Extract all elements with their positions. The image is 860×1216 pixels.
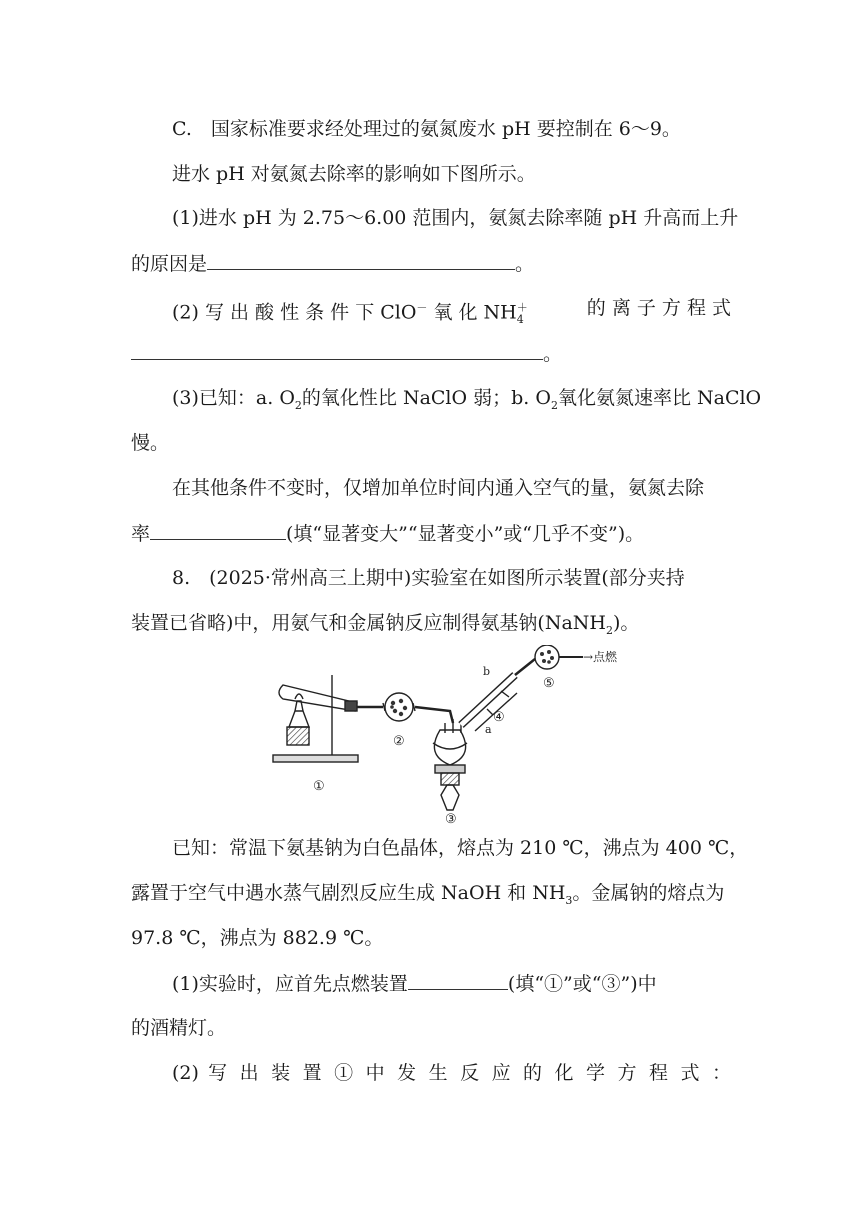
- label-1: ①: [313, 779, 325, 794]
- answer-blank-4[interactable]: [408, 971, 508, 990]
- charge-plus: ＋: [516, 301, 528, 314]
- label-3: ③: [445, 812, 457, 825]
- stopper: [345, 701, 357, 711]
- question-1-text: 的原因是: [131, 253, 208, 275]
- subscript-three: 3: [565, 893, 573, 907]
- question-1-line1: (1)进水 pH 为 2.75～6.00 范围内，氨氮去除率随 pH 升高而上升: [172, 207, 739, 229]
- question-2-line1: [172, 296, 731, 332]
- problem-8-line2: 装置已省略)中，用氨气和金属钠反应制得氨基钠(NaNH$_2$)。: [131, 612, 640, 637]
- period: 。: [543, 343, 563, 365]
- subscript-two: 2: [294, 398, 302, 412]
- answer-blank-3[interactable]: [150, 521, 286, 540]
- question-1-line2: [131, 251, 534, 276]
- answer-1-line1: (1)实验时，应首先点燃装置 (填“①”或“③”)中: [172, 973, 657, 995]
- flame-1: [295, 694, 303, 699]
- label-4: ④: [493, 710, 505, 725]
- question-3-line2: 慢。: [131, 432, 170, 454]
- question-3-line3: 在其他条件不变时，仅增加单位时间内通入空气的量，氨氮去除: [172, 477, 705, 499]
- answer-2-line1: (2) 写 出 装 置 ① 中 发 生 反 应 的 化 学 方 程 式 ：: [172, 1062, 731, 1084]
- lamp-3: [441, 785, 459, 810]
- apparatus-diagram: [265, 645, 645, 825]
- known-line2: 露置于空气中遇水蒸气剧烈反应生成 NaOH 和 $NH_3$。金属钠的熔点为: [131, 882, 725, 907]
- answer-1-line2: 的酒精灯。: [131, 1017, 227, 1039]
- charge-minus: －: [416, 301, 428, 314]
- label-5: ⑤: [543, 676, 555, 691]
- option-c: C. 国家标准要求经处理过的氨氮废水 pH 要控制在 6～9。: [172, 118, 681, 140]
- question-2-text-post: 的 离 子 方 程 式: [586, 297, 731, 319]
- period: 。: [515, 253, 535, 275]
- label-2: ②: [393, 734, 405, 749]
- subscript-two: 2: [605, 623, 613, 637]
- lamp-1: [289, 711, 309, 727]
- question-3-line1: (3)已知：a. $O_2$的氧化性比 NaClO 弱；b. $O_2$氧化氨氮速率比 NaClO: [172, 387, 762, 412]
- subscript-four: 4: [516, 313, 524, 327]
- problem-8-line1: 8. (2025·常州高三上期中)实验室在如图所示装置(部分夹持: [172, 567, 685, 589]
- answer-blank-2[interactable]: [131, 341, 543, 360]
- drying-tube-5: [535, 645, 559, 669]
- label-ignite: →点燃: [583, 650, 618, 664]
- paragraph-intro: 进水 pH 对氨氮去除率的影响如下图所示。: [172, 163, 536, 185]
- three-neck-flask: [434, 730, 465, 765]
- question-2-line2: [131, 341, 562, 366]
- stand-base: [273, 755, 358, 762]
- drying-tube-2: [385, 693, 413, 721]
- known-line1: 已知：常温下氨基钠为白色晶体，熔点为 210 ℃，沸点为 400 ℃，: [172, 837, 749, 859]
- answer-blank-1[interactable]: [207, 251, 515, 270]
- wood-block: [287, 727, 309, 745]
- label-a: a: [485, 723, 492, 736]
- question-2-text-pre: (2) 写 出 酸 性 条 件 下 ClO－ 氧 化 $NH^+_4$: [172, 301, 528, 327]
- label-b: b: [483, 665, 491, 678]
- question-3-line4: 率 (填“显著变大”“显著变小”或“几乎不变”)。: [131, 523, 645, 545]
- known-line3: 97.8 ℃，沸点为 882.9 ℃。: [131, 927, 384, 949]
- subscript-two: 2: [550, 398, 558, 412]
